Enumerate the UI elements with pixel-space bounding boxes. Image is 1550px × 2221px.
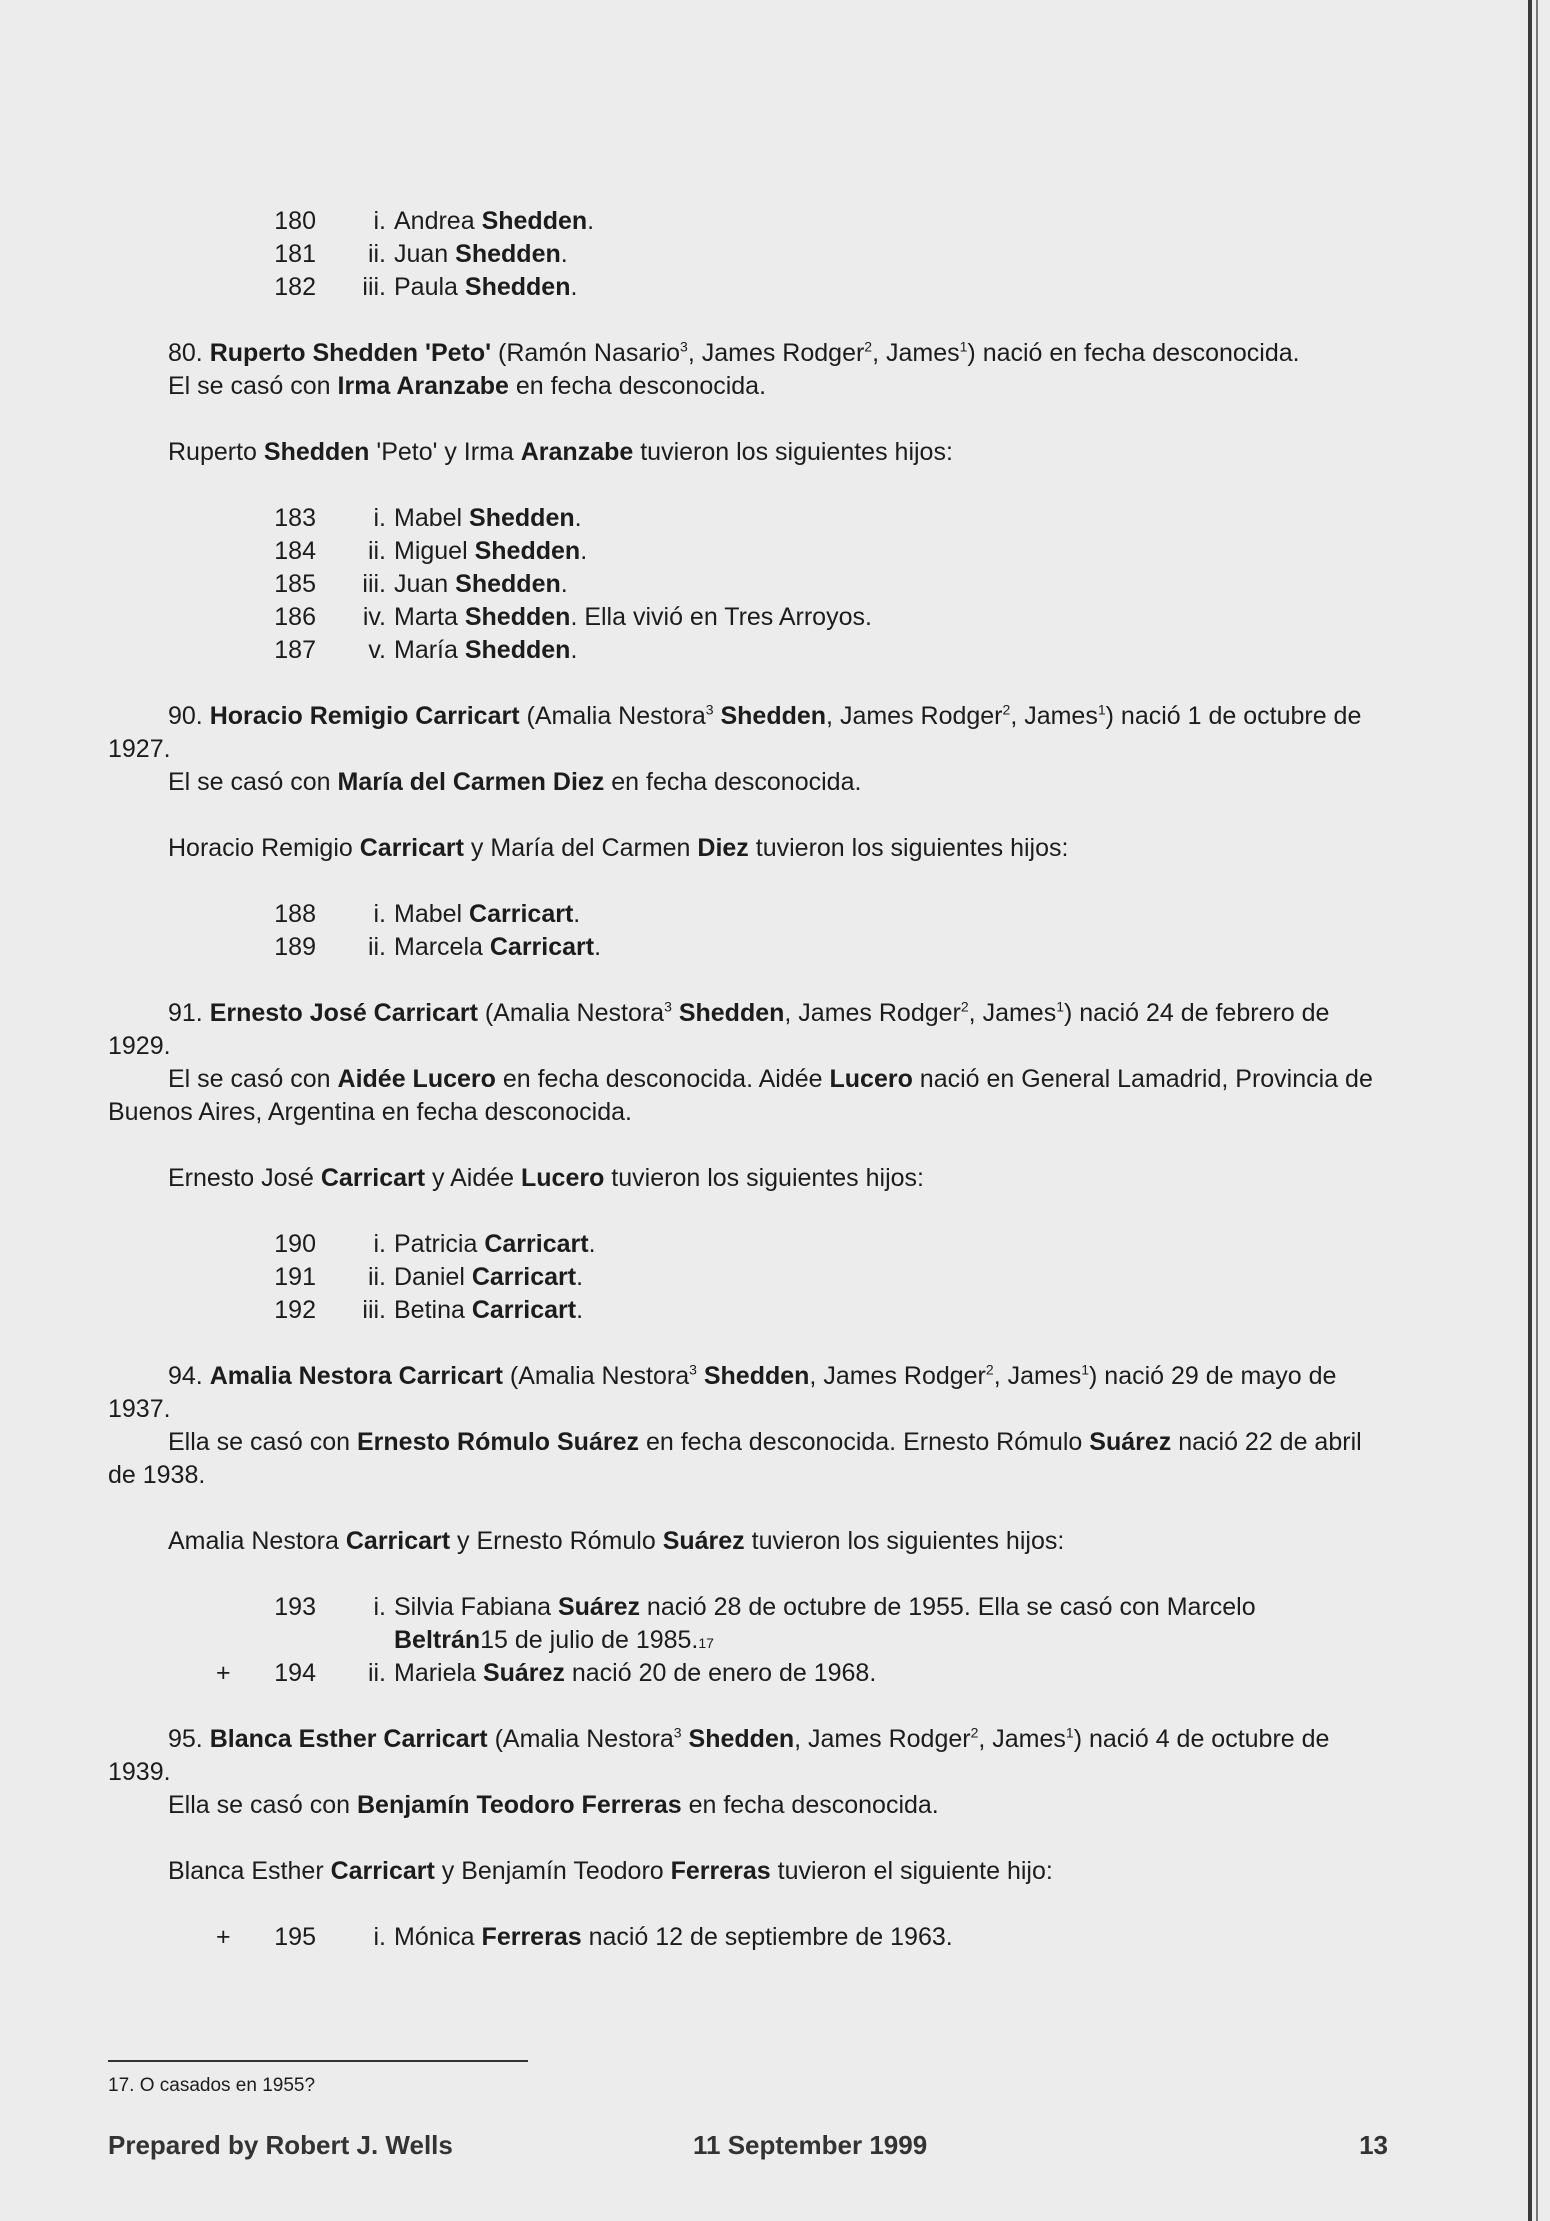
- list-item: 193 i. Silvia Fabiana Suárez nació 28 de octubre de 1955. Ella se casó con Marcelo: [274, 1593, 1256, 1621]
- list-item: 187 v. María Shedden.: [274, 636, 578, 664]
- list-item: 188 i. Mabel Carricart.: [274, 900, 581, 928]
- entry-80-heading: 80. Ruperto Shedden 'Peto' (Ramón Nasario$^3$, James Rodger$^2$, James$^1$) nació en fecha desconocida.: [168, 338, 1300, 367]
- list-item: 191 ii. Daniel Carricart.: [274, 1263, 584, 1291]
- footnote-rule: [108, 2060, 528, 2062]
- page-number: 13: [1359, 2130, 1388, 2160]
- document-body: [108, 205, 1388, 1954]
- children-list-3: [216, 898, 1388, 964]
- list-item: 182 iii. Paula Shedden.: [274, 273, 578, 301]
- entry-95-children-intro: Blanca Esther Carricart y Benjamín Teodoro Ferreras tuvieron el siguiente hijo:: [168, 1857, 1053, 1885]
- list-item-continuation: Beltrán 15 de julio de 1985. 17: [394, 1626, 714, 1654]
- entry-91-children-intro: Ernesto José Carricart y Aidée Lucero tuvieron los siguientes hijos:: [168, 1164, 924, 1192]
- children-list-4: [216, 1228, 1388, 1327]
- list-item: + 194 ii. Mariela Suárez nació 20 de enero de 1968.: [216, 1659, 877, 1687]
- list-item: 185 iii. Juan Shedden.: [274, 570, 568, 598]
- entry-95-heading: 95. Blanca Esther Carricart (Amalia Nestora$^3$ Shedden, James Rodger$^2$, James$^1$) nació 4 de octubre de 1939.: [108, 1724, 1330, 1786]
- list-item: 181 ii. Juan Shedden.: [274, 240, 568, 268]
- list-item: 192 iii. Betina Carricart.: [274, 1296, 584, 1324]
- footer-date: 11 September 1999: [693, 2130, 928, 2160]
- list-item: 183 i. Mabel Shedden.: [274, 504, 582, 532]
- list-item: 189 ii. Marcela Carricart.: [274, 933, 602, 961]
- list-item: 186 iv. Marta Shedden. Ella vivió en Tres Arroyos.: [274, 603, 872, 631]
- children-list-6: [216, 1921, 1388, 1954]
- list-item: 190 i. Patricia Carricart.: [274, 1230, 596, 1258]
- list-item: 184 ii. Miguel Shedden.: [274, 537, 588, 565]
- entry-95-spouse: Ella se casó con Benjamín Teodoro Ferreras en fecha desconocida.: [168, 1791, 939, 1819]
- entry-90-spouse: El se casó con María del Carmen Diez en fecha desconocida.: [168, 768, 862, 796]
- children-list-2: [216, 502, 1388, 667]
- list-item: 180 i. Andrea Shedden.: [274, 207, 595, 235]
- children-list-1: [216, 205, 1388, 304]
- scan-edge-inner: [1536, 0, 1538, 2221]
- entry-90-heading: 90. Horacio Remigio Carricart (Amalia Nestora$^3$ Shedden, James Rodger$^2$, James$^1$) nació 1 de octubre de 1927.: [108, 701, 1362, 763]
- footer-author: Prepared by Robert J. Wells: [108, 2130, 453, 2160]
- entry-94-children-intro: Amalia Nestora Carricart y Ernesto Rómulo Suárez tuvieron los siguientes hijos:: [168, 1527, 1065, 1555]
- entry-94-spouse: Ella se casó con Ernesto Rómulo Suárez en fecha desconocida. Ernesto Rómulo Suárez nació 22 de abril de 1938.: [108, 1428, 1362, 1489]
- entry-94-heading: 94. Amalia Nestora Carricart (Amalia Nestora$^3$ Shedden, James Rodger$^2$, James$^1$) nació 29 de mayo de 1937.: [108, 1361, 1337, 1423]
- entry-91-heading: 91. Ernesto José Carricart (Amalia Nestora$^3$ Shedden, James Rodger$^2$, James$^1$) nació 24 de febrero de 1929.: [108, 998, 1330, 1060]
- entry-90-children-intro: Horacio Remigio Carricart y María del Carmen Diez tuvieron los siguientes hijos:: [168, 834, 1069, 862]
- children-list-5: [216, 1591, 1388, 1690]
- entry-80-spouse: El se casó con Irma Aranzabe en fecha desconocida.: [168, 372, 767, 400]
- footnote: 17. O casados en 1955?: [108, 2075, 316, 2096]
- list-item: + 195 i. Mónica Ferreras nació 12 de septiembre de 1963.: [216, 1923, 953, 1951]
- entry-80-children-intro: Ruperto Shedden 'Peto' y Irma Aranzabe tuvieron los siguientes hijos:: [168, 438, 953, 466]
- scan-edge: [1528, 0, 1532, 2221]
- entry-91-spouse: El se casó con Aidée Lucero en fecha desconocida. Aidée Lucero nació en General Lamadrid, Provincia de Buenos Aires, Argentina en fecha desconocida.: [108, 1065, 1373, 1126]
